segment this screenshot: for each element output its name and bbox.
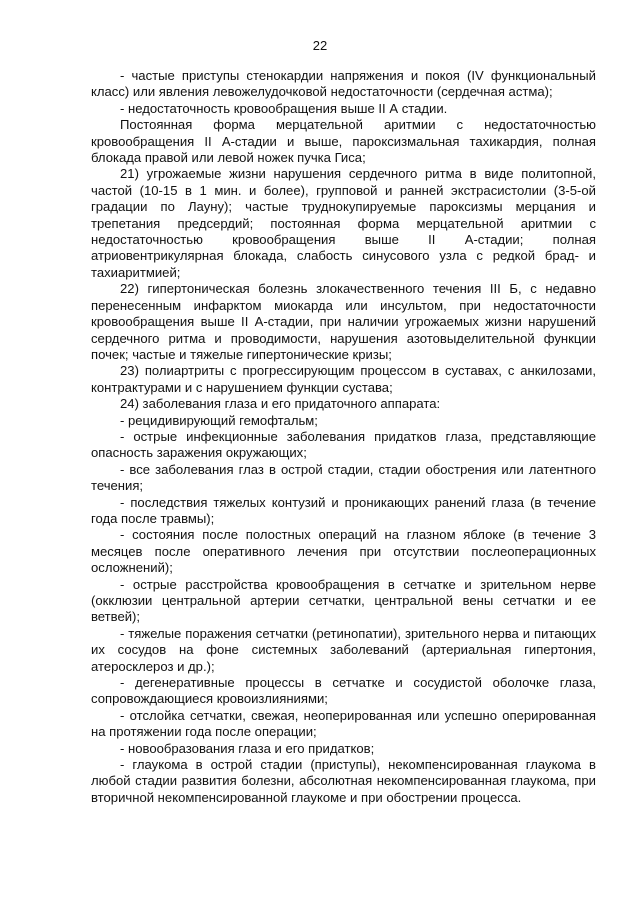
paragraph: 22) гипертоническая болезнь злокачественного течения III Б, с недавно перенесенным инфарктом миокарда или инсультом, при недостаточности кровообращения выше II А-стадии, при наличии угрожаемых жизни нарушений сердечного ритма и проводимости, нарушения азотовыделительной функции почек; частые и тяжелые гипертонические кризы; bbox=[91, 281, 596, 362]
paragraph: - новообразования глаза и его придатков; bbox=[120, 740, 375, 756]
paragraph: - частые приступы стенокардии напряжения и покоя (IV функциональный класс) или явления левожелудочковой недостаточности (сердечная астма); bbox=[91, 68, 596, 100]
paragraph: - последствия тяжелых контузий и проникающих ранений глаза (в течение года после травмы); bbox=[91, 494, 596, 526]
page-number: 22 bbox=[312, 38, 328, 53]
paragraph: 23) полиартриты с прогрессирующим процессом в суставах, с анкилозами, контрактурами и с нарушением функции сустава; bbox=[91, 363, 596, 395]
paragraph: 24) заболевания глаза и его придаточного аппарата: bbox=[120, 396, 441, 412]
paragraph: - отслойка сетчатки, свежая, неоперированная или успешно оперированная на протяжении года после операции; bbox=[91, 707, 596, 740]
paragraph: - дегенеративные процессы в сетчатке и сосудистой оболочке глаза, сопровождающиеся кровоизлияниями; bbox=[91, 675, 596, 707]
paragraph: - рецидивирующий гемофтальм; bbox=[120, 412, 318, 428]
paragraph: 21) угрожаемые жизни нарушения сердечного ритма в виде политопной, частой (10-15 в 1 мин. и более), групповой и ранней экстрасистолии (3-5-ой градации по Лауну); частые труднокупируемые пароксизмы мерцания и трепетания предсердий; постоянная форма мерцательной аритмии с недостаточностью кровообращения выше II А-стадии; полная атриовентрикулярная блокада, слабость синусового узла с редкой брад- и тахиаритмией; bbox=[91, 166, 596, 280]
page-body bbox=[91, 68, 596, 806]
paragraph: - состояния после полостных операций на глазном яблоке (в течение 3 месяцев после оперативного лечения при отсутствии послеоперационных осложнений); bbox=[91, 527, 596, 576]
paragraph: - глаукома в острой стадии (приступы), некомпенсированная глаукома в любой стадии развития болезни, абсолютная некомпенсированная глаукома, при вторичной некомпенсированной глаукоме и при обострении процесса. bbox=[91, 757, 596, 805]
paragraph: - острые расстройства кровообращения в сетчатке и зрительном нерве (окклюзии центральной артерии сетчатки, центральной вены сетчатки и ее ветвей); bbox=[91, 576, 596, 625]
paragraph: - тяжелые поражения сетчатки (ретинопатии), зрительного нерва и питающих их сосудов на фоне системных заболеваний (артериальная гипертония, атеросклероз и др.); bbox=[91, 625, 596, 674]
paragraph: - острые инфекционные заболевания придатков глаза, представляющие опасность заражения окружающих; bbox=[91, 428, 596, 461]
paragraph: - все заболевания глаз в острой стадии, стадии обострения или латентного течения; bbox=[91, 461, 596, 494]
paragraph: - недостаточность кровообращения выше II А стадии. bbox=[120, 100, 448, 116]
paragraph: Постоянная форма мерцательной аритмии с недостаточностью кровообращения II А-стадии и выше, пароксизмальная тахикардия, полная блокада правой или левой ножек пучка Гиса; bbox=[91, 117, 596, 166]
